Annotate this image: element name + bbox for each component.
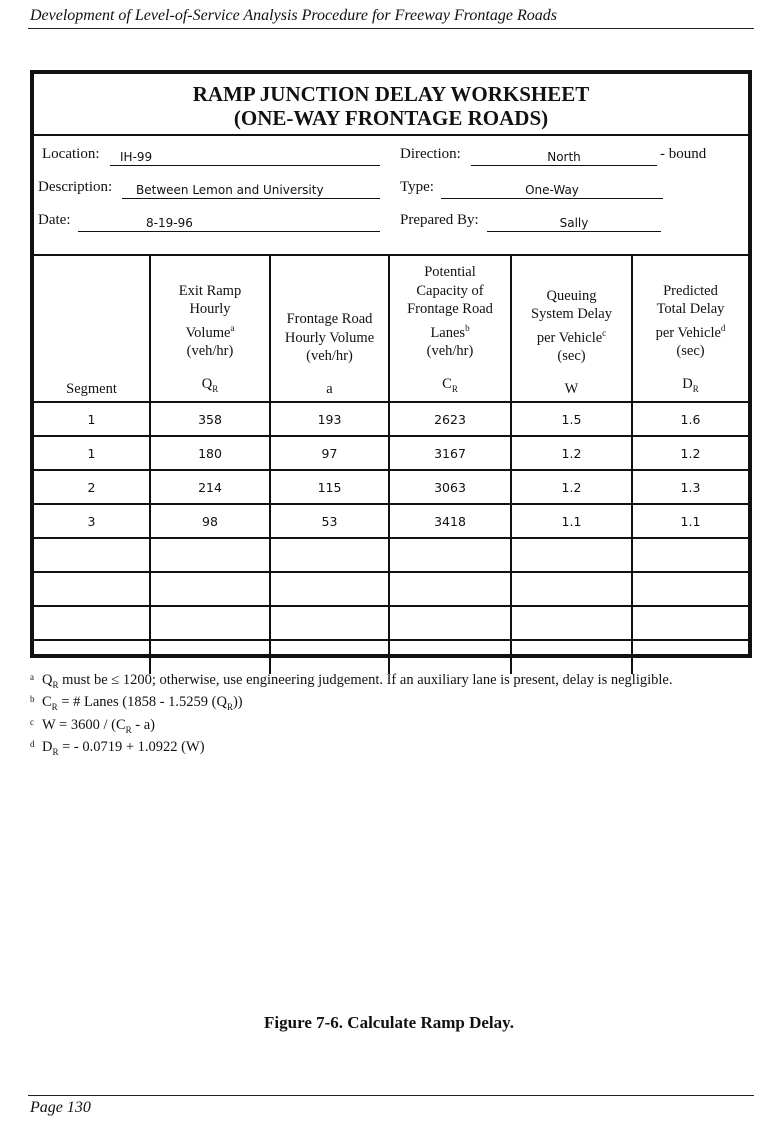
table-row [34, 402, 748, 436]
header-queuing-line: (sec) [557, 348, 586, 364]
header-exit-ramp-symbol: $Q_R$ [201, 375, 219, 394]
worksheet-title-line1: RAMP JUNCTION DELAY WORKSHEET [192, 82, 590, 106]
table-cell[interactable]: 1.3 [632, 470, 748, 504]
table-cell[interactable]: 3 [34, 504, 150, 538]
footnote-ref: c [602, 327, 607, 338]
header-capacity-line: Frontage Road [407, 301, 493, 318]
worksheet-form [30, 70, 752, 658]
table-cell[interactable]: 2 [34, 470, 150, 504]
location-field[interactable]: IH-99 [110, 146, 380, 166]
header-queuing-line: per Vehicle [536, 329, 603, 346]
info-row-date [34, 212, 748, 234]
table-cell[interactable] [632, 538, 748, 572]
table-cell[interactable] [511, 640, 632, 674]
type-label: Type: [400, 179, 434, 195]
table-cell[interactable]: 1.2 [511, 470, 632, 504]
header-queuing-delay [511, 256, 632, 402]
footnote-ref: b [465, 322, 470, 333]
table-cell[interactable] [270, 640, 389, 674]
header-potential-capacity [389, 256, 511, 402]
table-cell[interactable] [270, 572, 389, 606]
table-cell[interactable]: 1.5 [511, 402, 632, 436]
table-cell[interactable]: 1.1 [632, 504, 748, 538]
table-cell[interactable] [34, 572, 150, 606]
table-cell[interactable]: 193 [270, 402, 389, 436]
header-rule [28, 28, 754, 29]
table-row [34, 470, 748, 504]
footnotes [30, 672, 760, 762]
header-exit-ramp-line: (veh/hr) [186, 343, 234, 360]
header-frontage-symbol: a [326, 380, 333, 397]
table-cell[interactable]: 98 [150, 504, 270, 538]
header-predicted-line: (sec) [676, 343, 705, 360]
header-frontage-line: (veh/hr) [306, 348, 353, 364]
table-header-row [34, 256, 748, 402]
table-cell[interactable]: 115 [270, 470, 389, 504]
table-body [34, 402, 748, 674]
header-exit-ramp-volume [150, 256, 270, 402]
table-cell[interactable]: 358 [150, 402, 270, 436]
header-capacity-symbol: $C_R$ [442, 375, 458, 394]
table-cell[interactable] [34, 640, 150, 674]
table-cell[interactable] [150, 606, 270, 640]
table-cell[interactable]: 1 [34, 436, 150, 470]
table-cell[interactable] [632, 606, 748, 640]
info-row-location [34, 146, 748, 168]
table-cell[interactable]: 97 [270, 436, 389, 470]
header-capacity-line: Potential [424, 264, 476, 281]
header-segment-label: Segment [66, 380, 117, 397]
header-capacity-line: (veh/hr) [426, 343, 474, 360]
table-row [34, 538, 748, 572]
header-frontage-road-volume [270, 256, 389, 402]
table-row [34, 572, 748, 606]
running-head: Development of Level-of-Service Analysis Procedure for Freeway Frontage Roads [30, 7, 557, 24]
direction-field[interactable]: North [471, 146, 657, 166]
table-cell[interactable] [511, 572, 632, 606]
header-predicted-line: Total Delay [656, 301, 725, 318]
table-cell[interactable] [389, 606, 511, 640]
footnote-c: c $W = 3600 / (C_R - a)$ [30, 716, 155, 735]
header-exit-ramp-line: Volume [185, 324, 231, 341]
table-cell[interactable] [511, 606, 632, 640]
header-predicted-line: per Vehicle [655, 324, 721, 341]
header-queuing-symbol: W [564, 380, 579, 397]
prepared-by-label: Prepared By: [400, 212, 479, 228]
header-queuing-line: Queuing [546, 287, 597, 304]
table-cell[interactable]: 1.2 [632, 436, 748, 470]
description-field[interactable]: Between Lemon and University [122, 179, 380, 199]
table-cell[interactable] [389, 572, 511, 606]
worksheet-info-section [34, 136, 748, 256]
date-field[interactable]: 8-19-96 [78, 212, 380, 232]
delay-table [34, 256, 748, 674]
table-cell[interactable] [389, 640, 511, 674]
header-exit-ramp-line: Exit Ramp [178, 282, 242, 299]
table-cell[interactable] [511, 538, 632, 572]
figure-caption: Figure 7-6. Calculate Ramp Delay. [264, 1013, 514, 1032]
table-cell[interactable]: 1.6 [632, 402, 748, 436]
footnote-b: b $C_R$ = # Lanes (1858 - 1.5259 $(Q_R)$) [30, 694, 243, 713]
type-field[interactable]: One-Way [441, 179, 663, 199]
table-cell[interactable] [34, 538, 150, 572]
description-label: Description: [38, 179, 113, 195]
table-cell[interactable] [632, 640, 748, 674]
footer-rule [28, 1095, 754, 1096]
worksheet-title-line2: (ONE-WAY FRONTAGE ROADS) [233, 106, 549, 130]
table-cell[interactable]: 53 [270, 504, 389, 538]
direction-label: Direction: [400, 146, 461, 162]
table-cell[interactable]: 3167 [389, 436, 511, 470]
table-row [34, 504, 748, 538]
location-label: Location: [42, 146, 100, 162]
table-row [34, 640, 748, 674]
header-predicted-delay [632, 256, 748, 402]
info-row-description [34, 179, 748, 201]
table-cell[interactable]: 214 [150, 470, 270, 504]
header-predicted-line: Predicted [663, 282, 718, 299]
table-cell[interactable]: 3063 [389, 470, 511, 504]
table-cell[interactable]: 3418 [389, 504, 511, 538]
table-cell[interactable] [34, 606, 150, 640]
table-cell[interactable]: 1.1 [511, 504, 632, 538]
header-exit-ramp-line: Hourly [189, 301, 231, 318]
bound-suffix: - bound [660, 146, 707, 162]
table-cell[interactable] [150, 538, 270, 572]
table-cell[interactable] [150, 572, 270, 606]
footnote-d: d $D_R$ = - 0.0719 + 1.0922 (W) [30, 739, 205, 758]
page-number: Page 130 [30, 1099, 91, 1116]
table-cell[interactable]: 2623 [389, 402, 511, 436]
header-frontage-line: Frontage Road [286, 311, 373, 327]
table-cell[interactable] [270, 606, 389, 640]
footnote-a: a $Q_R$ must be ≤ 1200; otherwise, use engineering judgement. If an auxiliary lane is present, delay is negligible. [30, 672, 673, 690]
worksheet-title [34, 74, 748, 136]
table-cell[interactable] [270, 538, 389, 572]
header-queuing-line: System Delay [531, 306, 612, 323]
header-predicted-symbol: $D_R$ [682, 375, 699, 394]
table-cell[interactable]: 1 [34, 402, 150, 436]
header-segment [34, 256, 150, 402]
header-frontage-line: Hourly Volume [284, 329, 375, 346]
table-cell[interactable] [389, 538, 511, 572]
header-capacity-line: Lanes [430, 324, 466, 341]
table-cell[interactable]: 180 [150, 436, 270, 470]
table-cell[interactable] [150, 640, 270, 674]
footnote-ref: d [720, 322, 726, 333]
table-row [34, 436, 748, 470]
table-cell[interactable]: 1.2 [511, 436, 632, 470]
date-label: Date: [38, 212, 71, 228]
header-capacity-line: Capacity of [416, 282, 484, 299]
footnote-ref: a [230, 322, 235, 333]
table-cell[interactable] [632, 572, 748, 606]
table-row [34, 606, 748, 640]
prepared-by-field[interactable]: Sally [487, 212, 661, 232]
